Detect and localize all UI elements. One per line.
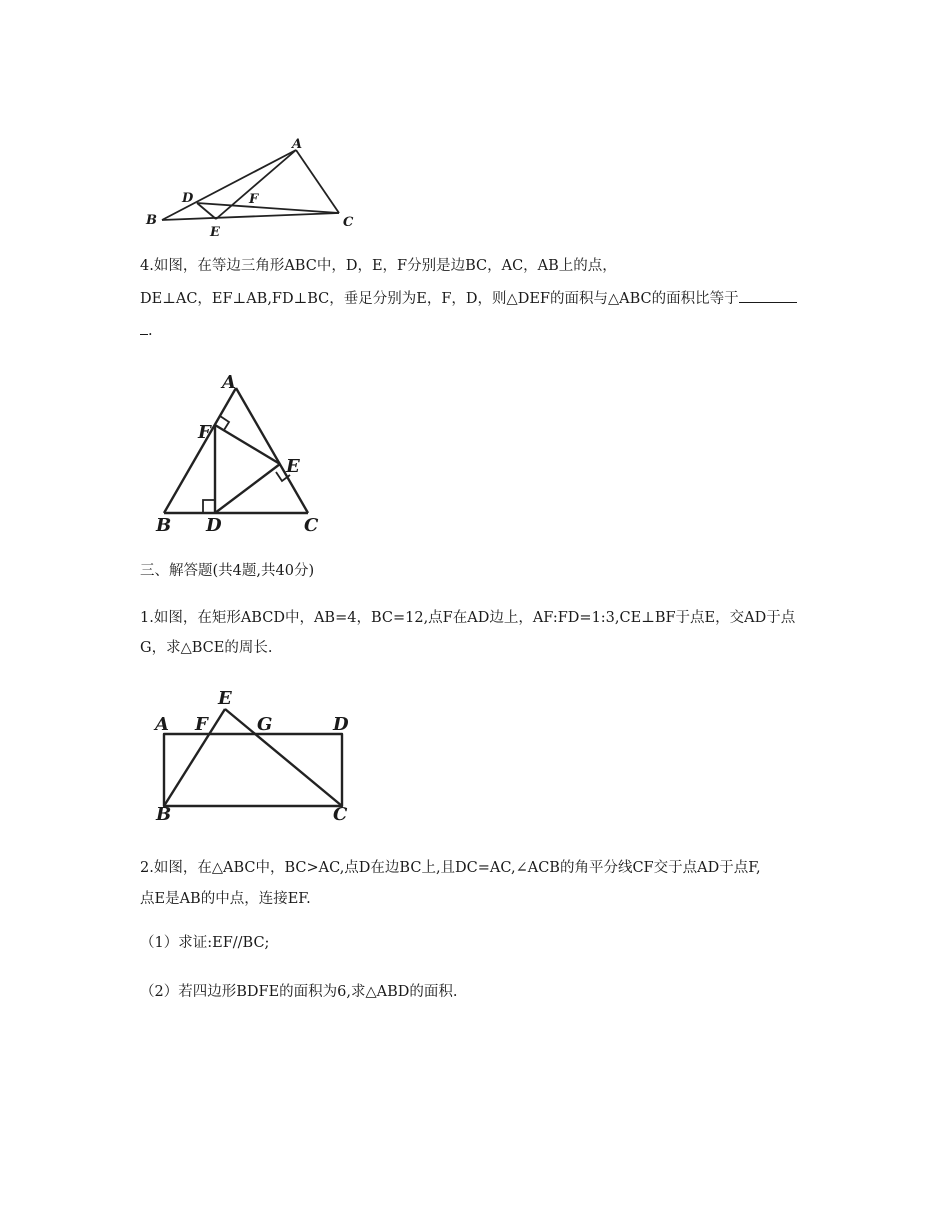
p1-line-1: 1.如图，在矩形ABCD中，AB=4，BC=12,点F在AD边上，AF:FD=1:3,CE⊥BF于点E，交AD于点: [140, 610, 796, 626]
answer-blank-continued: [140, 320, 148, 335]
label-d: D: [333, 714, 349, 735]
segment-ac: [296, 150, 339, 213]
section-3-heading: 三、解答题(共4题,共40分): [140, 563, 315, 579]
label-c: C: [333, 804, 348, 825]
label-f: F: [249, 192, 259, 207]
answer-blank[interactable]: [739, 288, 797, 303]
segment-bc: [162, 213, 339, 220]
label-e: E: [286, 456, 300, 477]
segment-ba: [162, 150, 296, 220]
figure-2-equilateral-triangle: [140, 368, 340, 540]
label-d: D: [206, 515, 222, 536]
label-a: A: [222, 372, 236, 393]
label-e: E: [218, 688, 232, 709]
label-e: E: [210, 225, 220, 240]
figure-1-triangle: [140, 130, 370, 242]
label-b: B: [146, 213, 157, 228]
label-c: C: [343, 215, 354, 230]
label-a: A: [155, 714, 169, 735]
label-g: G: [257, 714, 273, 735]
p2-sub-2: （2）若四边形BDFE的面积为6,求△ABD的面积.: [140, 984, 458, 1000]
label-c: C: [304, 515, 319, 536]
label-f: F: [198, 422, 211, 443]
segment-de: [197, 203, 216, 219]
q4-line-2: [140, 288, 797, 309]
q4-line-3: [140, 320, 153, 341]
segment-ab: [164, 388, 236, 513]
q4-line-2-text: DE⊥AC，EF⊥AB,FD⊥BC，垂足分别为E，F，D，则△DEF的面积与△ABC的面积比等于: [140, 291, 739, 307]
label-a: A: [292, 137, 303, 152]
segment-dc: [197, 203, 339, 213]
label-f: F: [195, 714, 208, 735]
q4-line-1: 4.如图，在等边三角形ABC中，D，E，F分别是边BC，AC，AB上的点，: [140, 258, 617, 274]
right-angle-mark-d: [203, 500, 215, 513]
p1-line-2: G，求△BCE的周长.: [140, 640, 273, 656]
segment-egc: [225, 709, 342, 806]
q4-line-3-end: .: [148, 323, 153, 339]
label-d: D: [182, 191, 194, 206]
p2-line-2: 点E是AB的中点，连接EF.: [140, 891, 311, 907]
label-b: B: [156, 515, 172, 536]
label-b: B: [156, 804, 172, 825]
p2-sub-1: （1）求证:EF//BC;: [140, 935, 270, 951]
segment-fe: [215, 425, 280, 464]
rectangle-abcd: [164, 734, 342, 806]
segment-de: [215, 464, 280, 513]
p2-line-1: 2.如图，在△ABC中，BC>AC,点D在边BC上,且DC=AC,∠ACB的角平分线CF交于点AD于点F,: [140, 860, 761, 876]
segment-ac: [236, 388, 308, 513]
figure-3-rectangle: [140, 682, 370, 825]
